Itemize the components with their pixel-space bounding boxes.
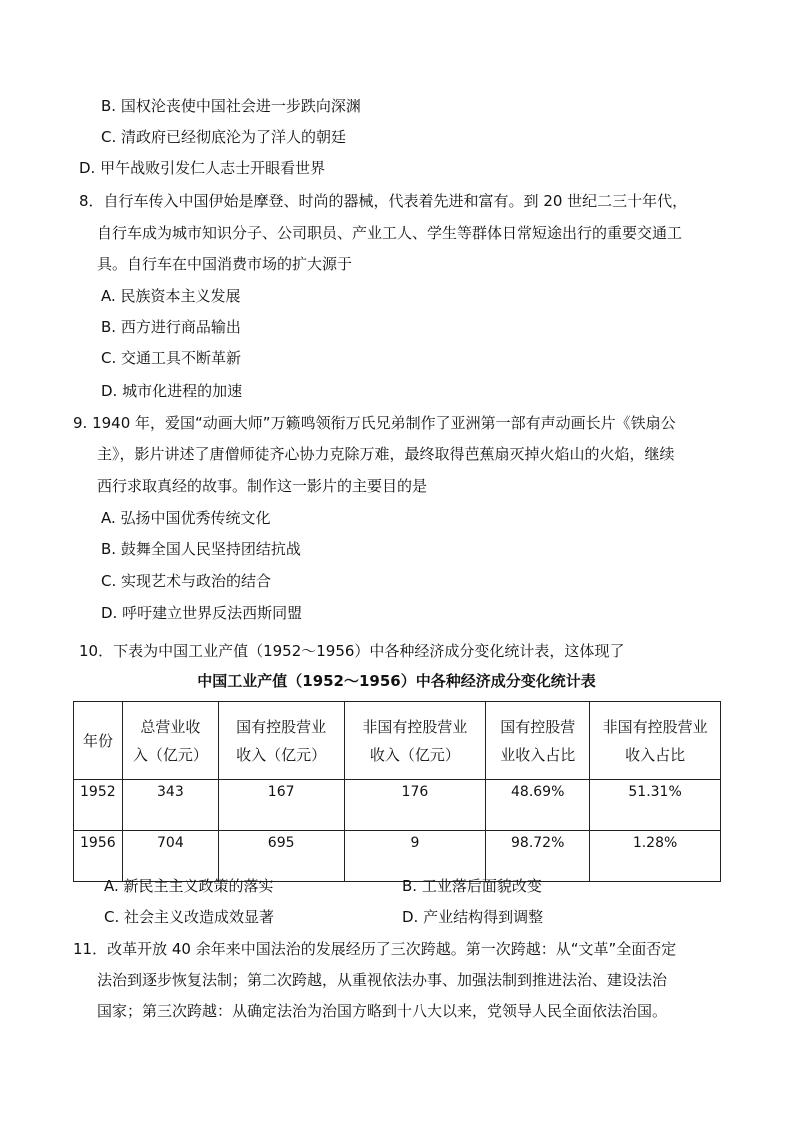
header-text: 入（亿元） — [132, 745, 208, 764]
header-state-share — [486, 702, 590, 780]
table-cell: 48.69% — [486, 780, 590, 831]
header-text: 收入（亿元） — [236, 745, 327, 764]
table-cell: 167 — [218, 780, 344, 831]
q10-stem: 10．下表为中国工业产值（1952～1956）中各种经济成分变化统计表，这体现了 — [79, 642, 625, 660]
table-cell: 343 — [122, 780, 218, 831]
q9-stem-line-3: 西行求取真经的故事。制作这一影片的主要目的是 — [97, 477, 428, 495]
header-text: 国有控股营业 — [236, 717, 327, 736]
q11-stem-line-1: 11．改革开放 40 余年来中国法治的发展经历了三次跨越。第一次跨越：从“文革”全面否定 — [73, 940, 677, 958]
table-row — [74, 780, 721, 831]
header-text: 国有控股营 — [500, 717, 576, 736]
q9-option-c: C. 实现艺术与政治的结合 — [101, 572, 272, 590]
header-text: 总营业收 — [140, 717, 201, 736]
statistics-table — [73, 701, 721, 882]
header-text: 非国有控股营业 — [362, 717, 468, 736]
table-cell: 9 — [344, 831, 486, 882]
q10-option-a: A. 新民主主义政策的落实 — [104, 877, 274, 895]
table-cell: 704 — [122, 831, 218, 882]
q9-option-a: A. 弘扬中国优秀传统文化 — [101, 509, 271, 527]
q10-option-c: C. 社会主义改造成效显著 — [104, 908, 275, 926]
q8-stem-line-2: 自行车成为城市知识分子、公司职员、产业工人、学生等群体日常短途出行的重要交通工 — [97, 224, 683, 242]
table-cell: 176 — [344, 780, 486, 831]
q10-option-d: D. 产业结构得到调整 — [402, 908, 544, 926]
q8-option-c: C. 交通工具不断革新 — [101, 349, 242, 367]
header-nonstate-share — [590, 702, 721, 780]
header-nonstate-revenue — [344, 702, 486, 780]
table-cell: 1.28% — [590, 831, 721, 882]
header-total-revenue — [122, 702, 218, 780]
q7-option-c: C. 清政府已经彻底沦为了洋人的朝廷 — [101, 128, 347, 146]
table-cell: 51.31% — [590, 780, 721, 831]
header-year — [74, 702, 123, 780]
header-text: 收入占比 — [625, 745, 686, 764]
header-state-revenue — [218, 702, 344, 780]
q11-stem-line-3: 国家；第三次跨越：从确定法治为治国方略到十八大以来，党领导人民全面依法治国。 — [97, 1002, 668, 1020]
header-text: 收入（亿元） — [369, 745, 460, 764]
q9-option-b: B. 鼓舞全国人民坚持团结抗战 — [101, 540, 301, 558]
q11-stem-line-2: 法治到逐步恢复法制；第二次跨越，从重视依法办事、加强法制到推进法治、建设法治 — [97, 971, 668, 989]
q9-option-d: D. 呼吁建立世界反法西斯同盟 — [101, 604, 303, 622]
header-text: 业收入占比 — [500, 745, 576, 764]
table-cell: 98.72% — [486, 831, 590, 882]
table-title: 中国工业产值（1952～1956）中各种经济成分变化统计表 — [197, 672, 596, 690]
table-cell: 1952 — [74, 780, 123, 831]
q7-option-b: B. 国权沦丧使中国社会进一步跌向深渊 — [101, 97, 361, 115]
table-cell: 695 — [218, 831, 344, 882]
q9-stem-line-1: 9. 1940 年，爱国“动画大师”万籁鸣领衔万氏兄弟制作了亚洲第一部有声动画长片《铁扇公 — [73, 414, 676, 432]
q8-option-a: A. 民族资本主义发展 — [101, 287, 241, 305]
table-cell: 1956 — [74, 831, 123, 882]
q8-stem-line-1: 8．自行车传入中国伊始是摩登、时尚的器械，代表着先进和富有。到 20 世纪二三十年代， — [79, 192, 688, 210]
header-year-text: 年份 — [82, 731, 113, 750]
table-header-row — [74, 702, 721, 780]
q8-stem-line-3: 具。自行车在中国消费市场的扩大源于 — [97, 255, 353, 273]
table-row — [74, 831, 721, 882]
q8-option-d: D. 城市化进程的加速 — [101, 382, 243, 400]
header-text: 非国有控股营业 — [602, 717, 708, 736]
q9-stem-line-2: 主》，影片讲述了唐僧师徒齐心协力克除万难，最终取得芭蕉扇灭掉火焰山的火焰，继续 — [97, 445, 675, 463]
q8-option-b: B. 西方进行商品输出 — [101, 318, 241, 336]
q10-option-b: B. 工业落后面貌改变 — [402, 877, 542, 895]
q7-option-d: D. 甲午战败引发仁人志士开眼看世界 — [79, 159, 326, 177]
